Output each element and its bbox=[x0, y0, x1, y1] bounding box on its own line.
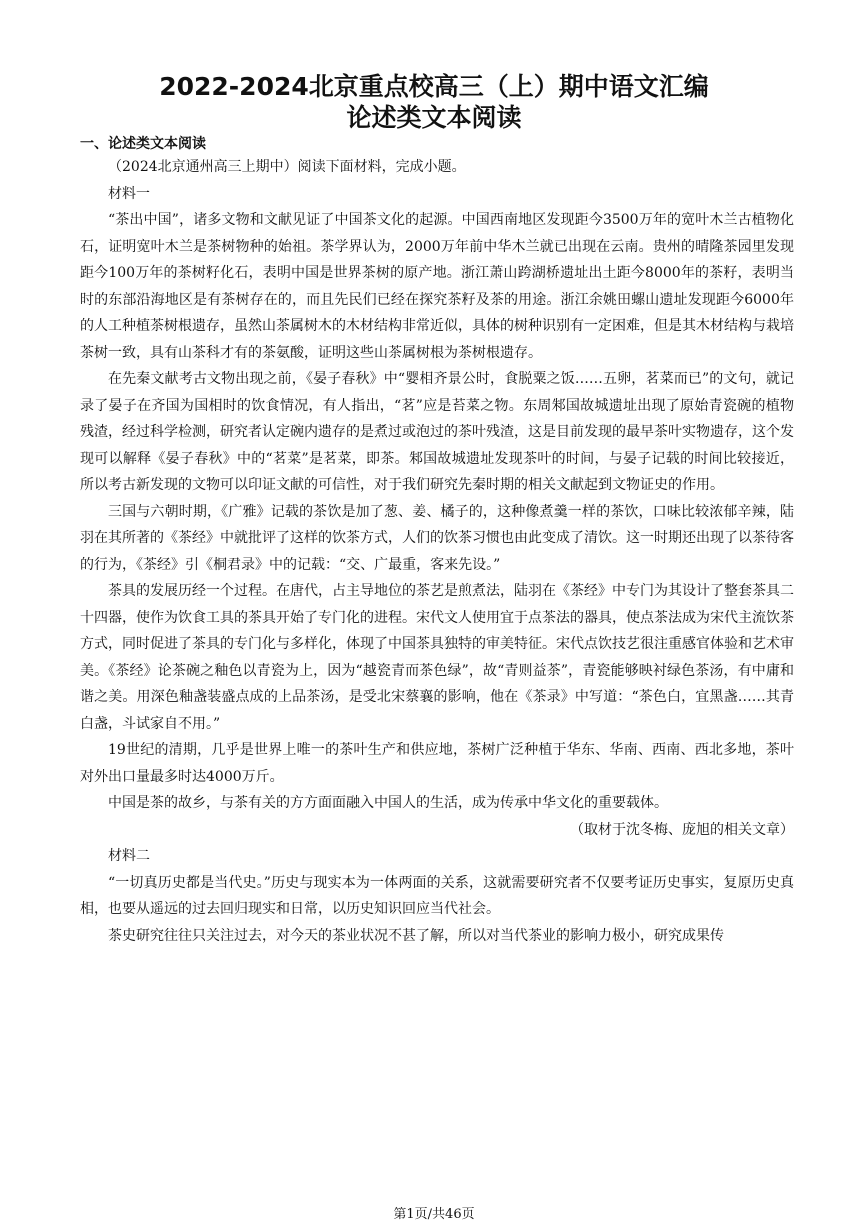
document-subtitle: 论述类文本阅读 bbox=[346, 103, 522, 132]
paragraph: “一切真历史都是当代史。”历史与现实本为一体两面的关系，这就需要研究者不仅要考证历史事实，复原历史真相，也要从遥远的过去回归现实和日常，以历史知识回应当代社会。 bbox=[80, 874, 794, 917]
paragraph: 三国与六朝时期，《广雅》记载的茶饮是加了葱、姜、橘子的，这种像煮羹一样的茶饮，口味比较浓郁辛辣，陆羽在其所著的《茶经》中就批评了这样的饮茶方式，人们的饮茶习惯也由此变成了清饮。这一时期还出现了以茶待客的行为，《茶经》引《桐君录》中的记载：“交、广最重，客来先设。” bbox=[80, 503, 794, 573]
article-body bbox=[80, 154, 794, 949]
section-heading: 一、论述类文本阅读 bbox=[80, 136, 206, 152]
paragraph: “茶出中国”，诸多文物和文献见证了中国茶文化的起源。中国西南地区发现距今3500万年的宽叶木兰古植物化石，证明宽叶木兰是茶树物种的始祖。茶学界认为，2000万年前中华木兰就已出现在云南。贵州的晴隆茶园里发现距今100万年的茶树籽化石，表明中国是世界茶树的原产地。浙江萧山跨湖桥遗址出土距今8000年的茶籽，表明当时的东部沿海地区是有茶树存在的，而且先民们已经在探究茶籽及茶的用途。浙江余姚田螺山遗址发现距今6000年的人工种植茶树根遗存，虽然山茶属树木的木材结构非常近似，具体的树种识别有一定困难，但是其木材结构与栽培茶树一致，具有山茶科才有的茶氨酸，证明这些山茶属树根为茶树根遗存。 bbox=[80, 212, 794, 361]
source-citation: （取材于沈冬梅、庞旭的相关文章） bbox=[570, 821, 794, 838]
document-title: 2022-2024北京重点校高三（上）期中语文汇编 bbox=[159, 72, 709, 101]
page-number: 第1页/共46页 bbox=[393, 1207, 475, 1222]
material-label: 材料二 bbox=[108, 848, 150, 864]
material-label: 材料一 bbox=[108, 185, 150, 202]
paragraph: 在先秦文献考古文物出现之前，《晏子春秋》中“婴相齐景公时，食脱粟之饭……五卵，茗菜而已”的文句，就记录了晏子在齐国为国相时的饮食情况，有人指出，“茗”应是苔菜之物。东周邾国故城遗址出现了原始青瓷碗的植物残渣，经过科学检测，研究者认定碗内遗存的是煮过或泡过的茶叶残渣，这是目前发现的最早茶叶实物遗存，这个发现可以解释《晏子春秋》中的“茗菜”是茗菜，即茶。邾国故城遗址发现茶叶的时间，与晏子记载的时间比较接近，所以考古新发现的文物可以印证文献的可信性，对于我们研究先秦时期的相关文献起到文物证史的作用。 bbox=[80, 371, 794, 493]
paragraph: 茶具的发展历经一个过程。在唐代，占主导地位的茶艺是煎煮法，陆羽在《茶经》中专门为其设计了整套茶具二十四器，使作为饮食工具的茶具开始了专门化的进程。宋代文人使用宜于点茶法的器具，使点茶法成为宋代主流饮茶方式，同时促进了茶具的专门化与多样化，体现了中国茶具独特的审美特征。宋代点饮技艺很注重感官体验和艺术审美。《茶经》论茶碗之釉色以青瓷为上，因为“越瓷青而茶色绿”，故“青则益茶”，青瓷能够映衬绿色茶汤，有中庸和谐之美。用深色釉盏装盛点成的上品茶汤，是受北宋蔡襄的影响，他在《茶录》中写道：“茶色白，宜黑盏……其青白盏，斗试家自不用。” bbox=[80, 583, 794, 732]
paragraph: 中国是茶的故乡，与茶有关的方方面面融入中国人的生活，成为传承中华文化的重要载体。 bbox=[108, 795, 668, 811]
intro-text: （2024北京通州高三上期中）阅读下面材料，完成小题。 bbox=[108, 159, 466, 175]
paragraph: 19世纪的清期，几乎是世界上唯一的茶叶生产和供应地，茶树广泛种植于华东、华南、西南、西北多地，茶叶对外出口量最多时达4000万斤。 bbox=[80, 742, 794, 785]
paragraph: 茶史研究往往只关注过去，对今天的茶业状况不甚了解，所以对当代茶业的影响力极小，研究成果传 bbox=[108, 927, 724, 944]
